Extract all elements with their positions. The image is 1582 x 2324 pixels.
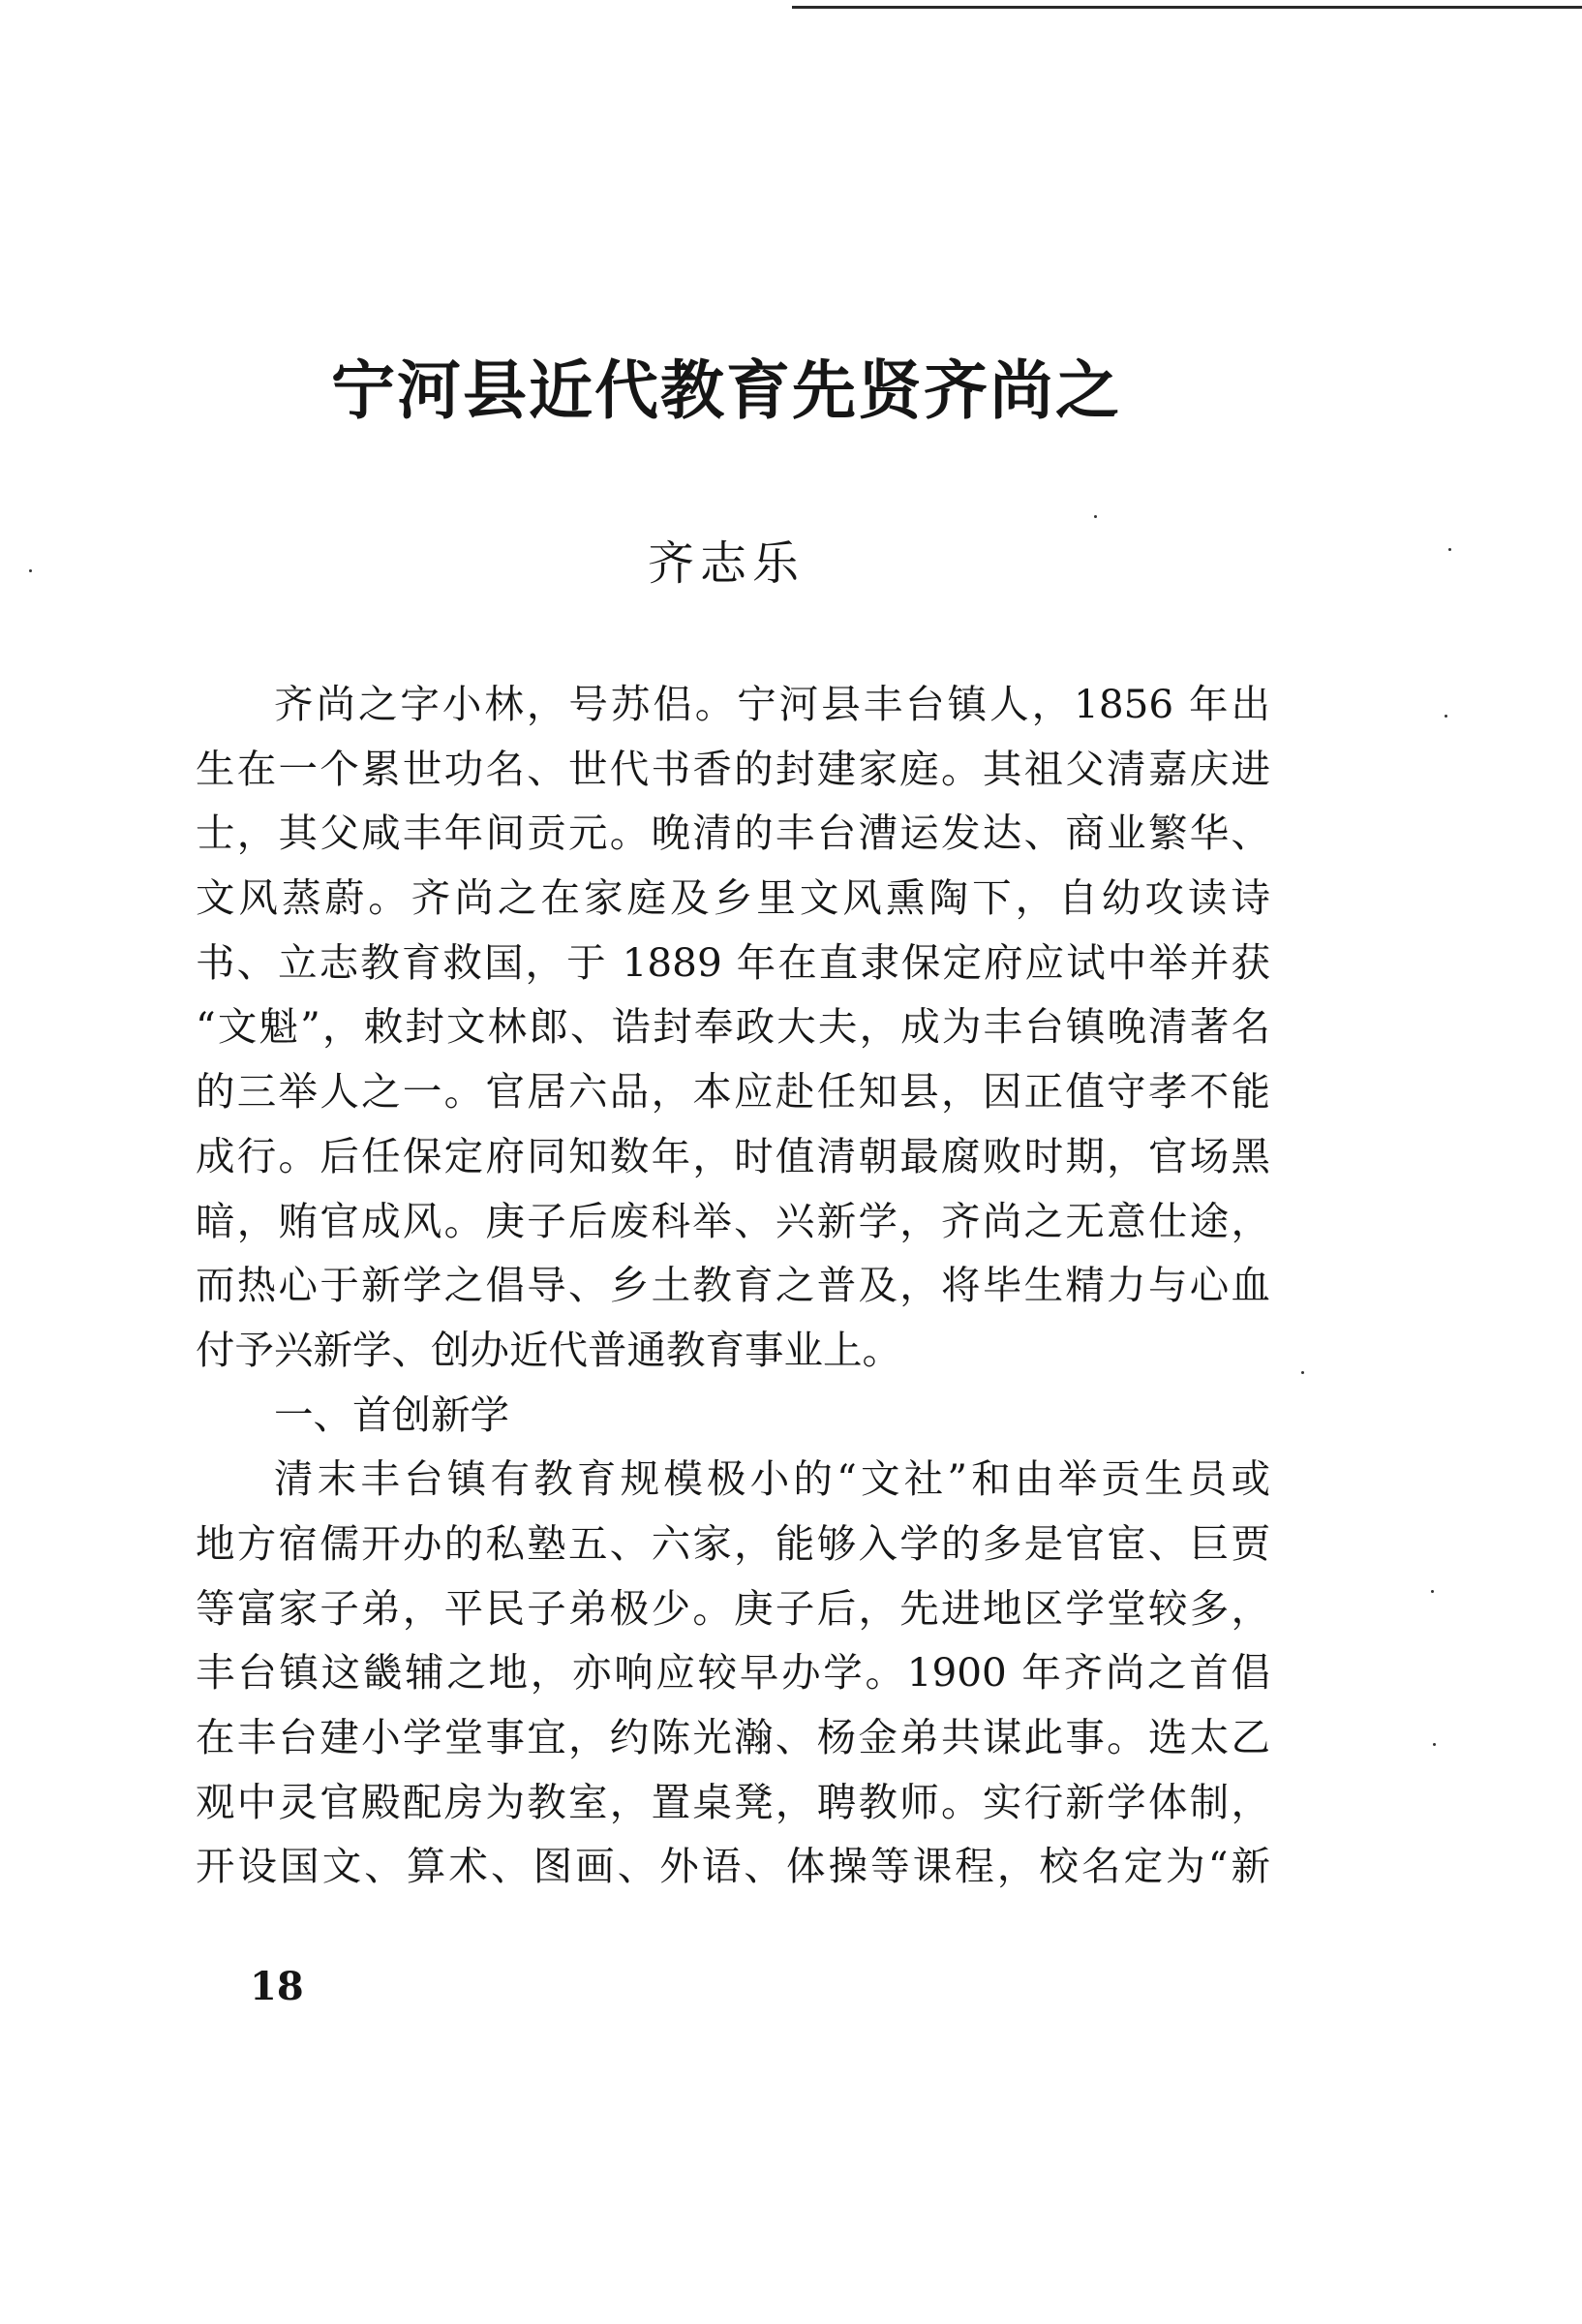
body-line: 地方宿儒开办的私塾五、六家，能够入学的多是官宦、巨贾 bbox=[196, 1519, 1270, 1567]
body-line: “文魁”，敕封文林郎、诰封奉政大夫，成为丰台镇晚清著名 bbox=[196, 1003, 1270, 1051]
section-heading: 一、首创新学 bbox=[274, 1391, 509, 1438]
scan-speck bbox=[29, 569, 32, 572]
page-number: 18 bbox=[250, 1964, 304, 2009]
body-line: 暗，贿官成风。庚子后废科举、兴新学，齐尚之无意仕途， bbox=[196, 1197, 1270, 1244]
scan-speck bbox=[1094, 515, 1097, 518]
scan-speck bbox=[1433, 1743, 1436, 1746]
body-line: 等富家子弟，平民子弟极少。庚子后，先进地区学堂较多， bbox=[196, 1584, 1270, 1632]
body-line: 齐尚之字小林，号苏侣。宁河县丰台镇人，1856 年出 bbox=[274, 681, 1270, 727]
body-line: 在丰台建小学堂事宜，约陈光瀚、杨金弟共谋此事。选太乙 bbox=[196, 1714, 1270, 1760]
body-line: 成行。后任保定府同知数年，时值清朝最腐败时期，官场黑 bbox=[196, 1132, 1270, 1179]
body-line: 书、立志教育救国，于 1889 年在直隶保定府应试中举并获 bbox=[196, 938, 1270, 986]
article-body bbox=[196, 672, 1270, 1899]
body-line: 清末丰台镇有教育规模极小的“文社”和由举贡生员或 bbox=[274, 1455, 1270, 1503]
body-line: 文风蒸蔚。齐尚之在家庭及乡里文风熏陶下，自幼攻读诗 bbox=[196, 874, 1270, 922]
scan-speck bbox=[1431, 1590, 1434, 1593]
scan-speck bbox=[1445, 715, 1447, 718]
body-line: 丰台镇这畿辅之地，亦响应较早办学。1900 年齐尚之首倡 bbox=[196, 1649, 1270, 1697]
author-name: 齐志乐 bbox=[647, 536, 805, 591]
body-line: 士，其父咸丰年间贡元。晚清的丰台漕运发达、商业繁华、 bbox=[196, 810, 1270, 857]
body-line: 开设国文、算术、图画、外语、体操等课程，校名定为“新 bbox=[196, 1843, 1270, 1890]
article-title: 宁河县近代教育先贤齐尚之 bbox=[331, 352, 1121, 428]
top-rule bbox=[792, 6, 1582, 9]
scan-speck bbox=[1448, 548, 1451, 551]
body-line: 生在一个累世功名、世代书香的封建家庭。其祖父清嘉庆进 bbox=[196, 745, 1270, 792]
body-line: 而热心于新学之倡导、乡土教育之普及，将毕生精力与心血 bbox=[196, 1262, 1270, 1309]
body-line: 的三举人之一。官居六品，本应赴任知县，因正值守孝不能 bbox=[196, 1068, 1270, 1116]
body-line: 付予兴新学、创办近代普通教育事业上。 bbox=[196, 1326, 901, 1373]
scan-speck bbox=[1301, 1371, 1304, 1374]
body-line: 观中灵官殿配房为教室，置桌凳，聘教师。实行新学体制， bbox=[196, 1778, 1270, 1825]
